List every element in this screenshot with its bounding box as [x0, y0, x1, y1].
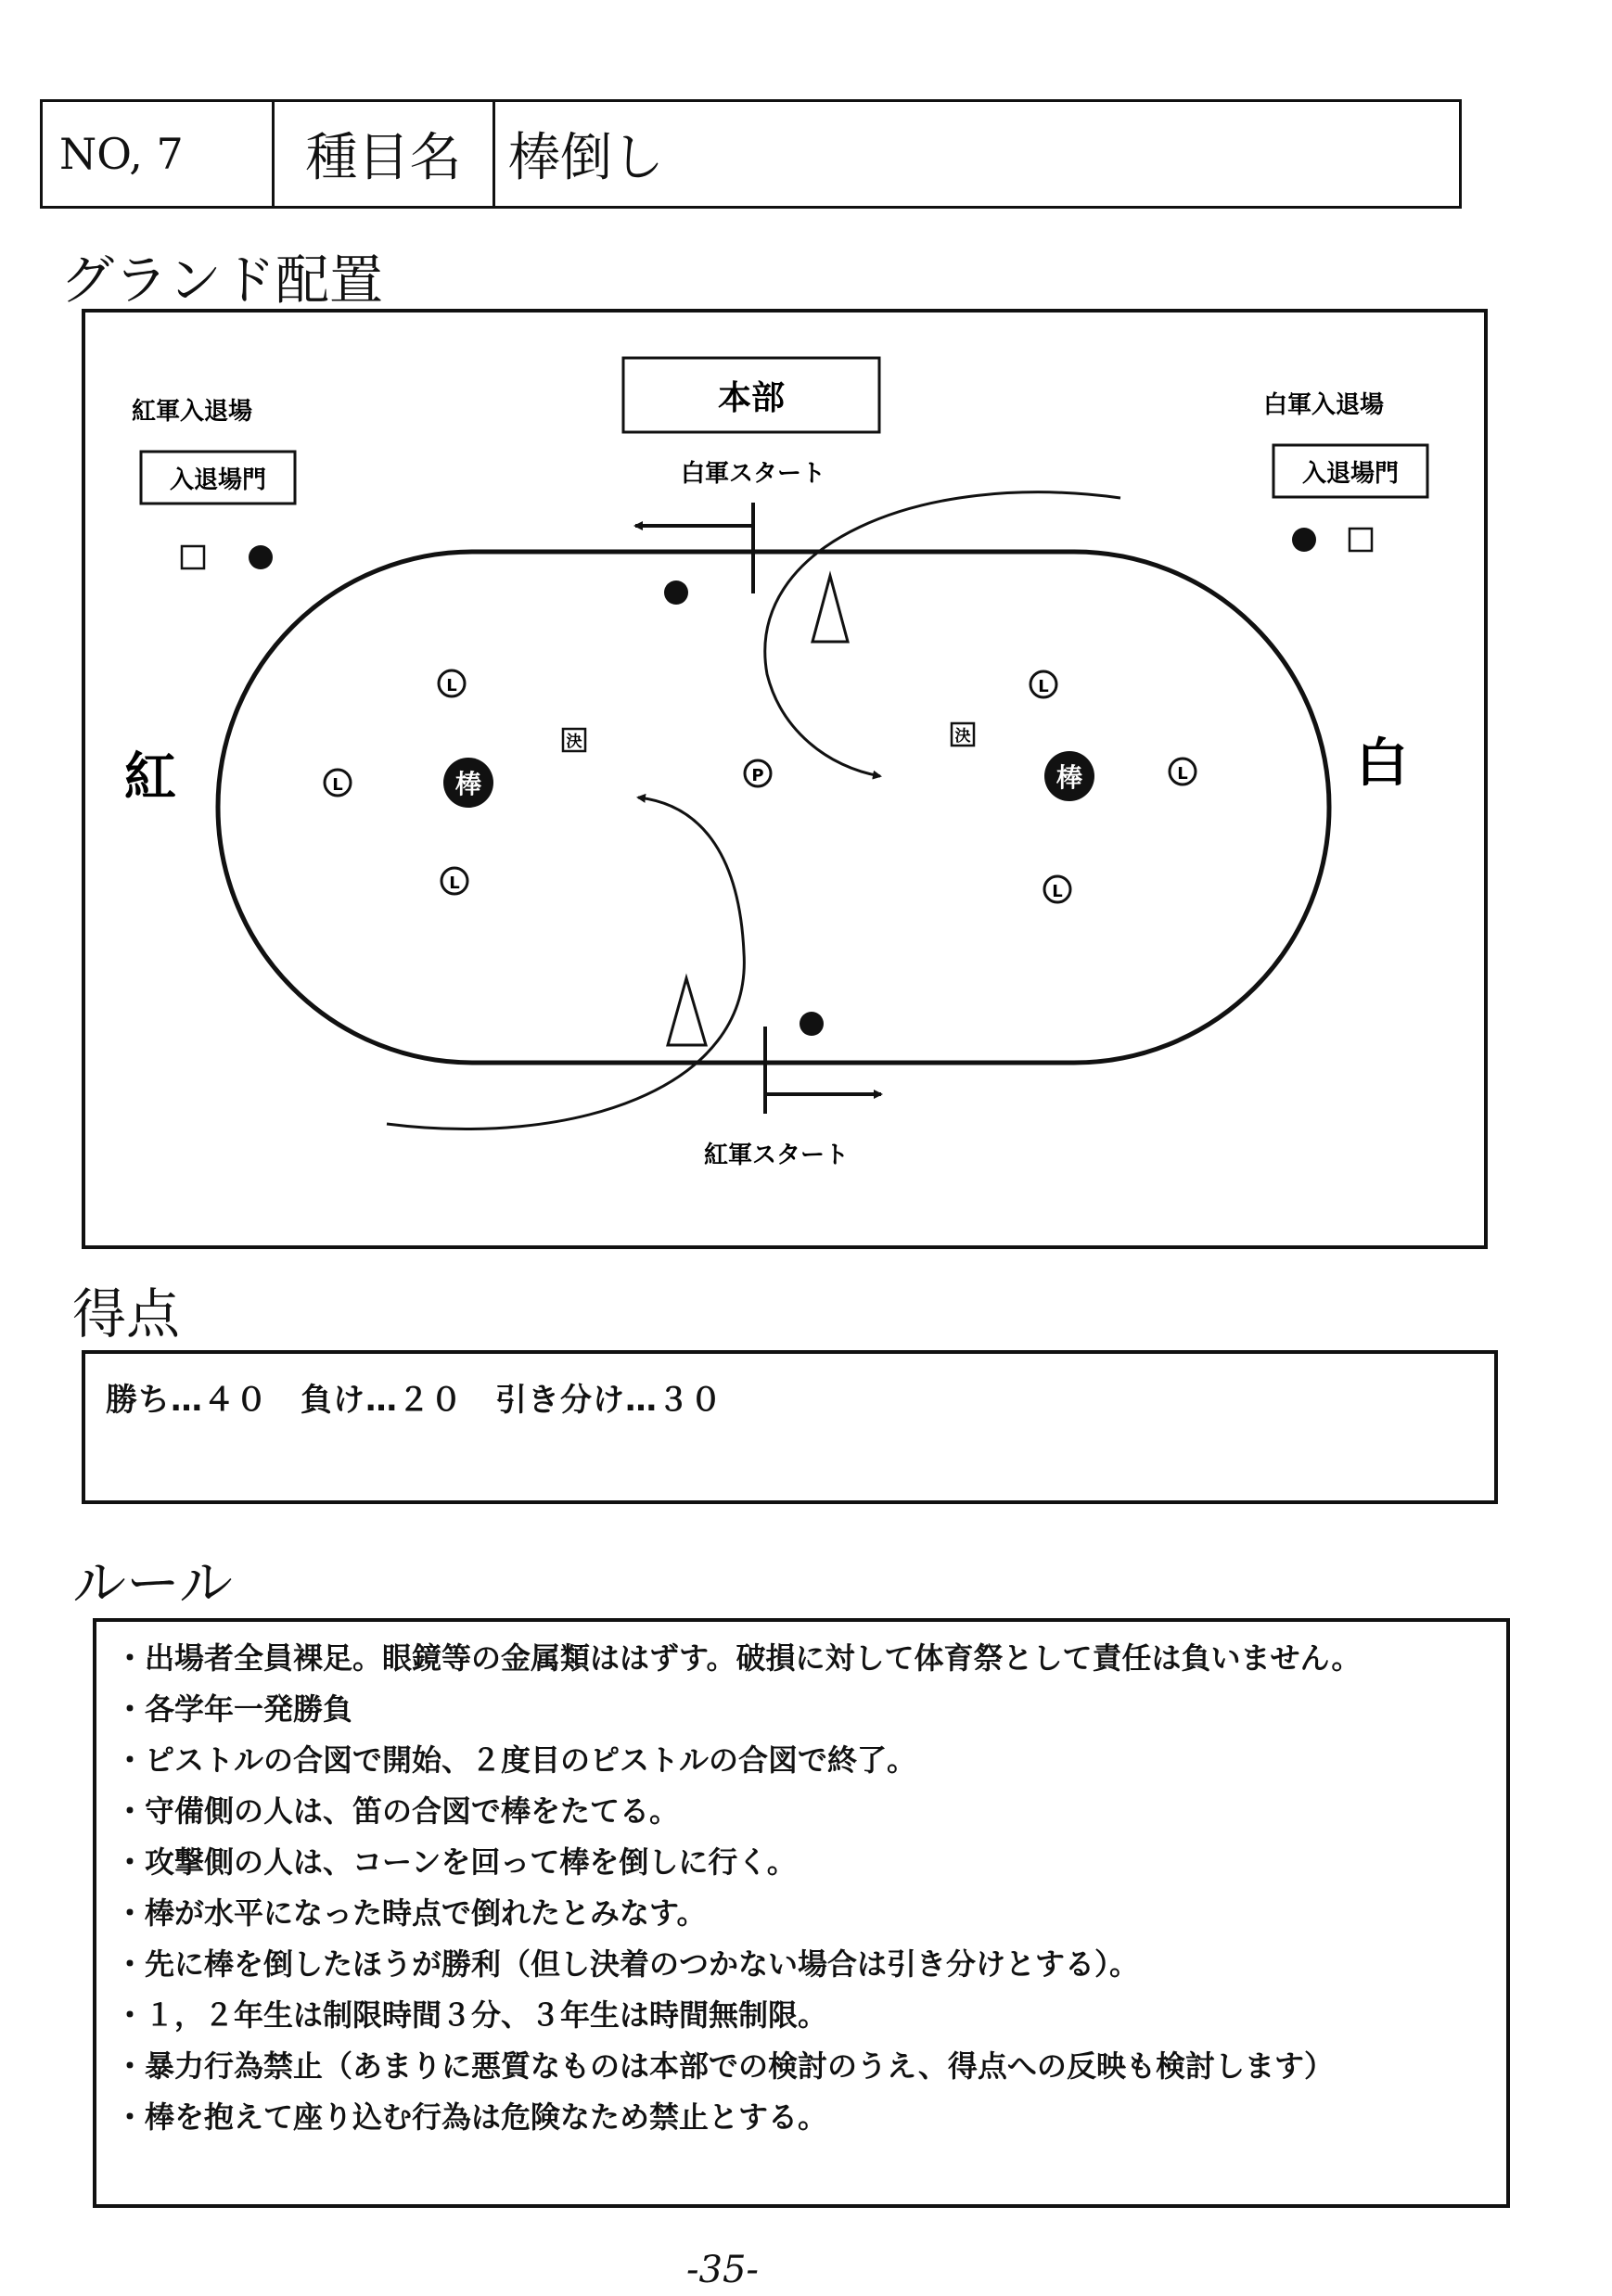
rule-item: ・ １，２年生は制限時間３分、３年生は時間無制限。	[115, 1990, 1506, 2041]
staff-mark-icon	[800, 1012, 824, 1036]
staff-mark-icon	[664, 580, 688, 605]
red-gate-staff-circle-icon	[249, 545, 273, 569]
event-name: 棒倒し	[508, 128, 664, 188]
svg-text:L: L	[332, 775, 343, 795]
red-side-label: 紅	[124, 747, 176, 808]
event-number: NO, 7	[43, 102, 275, 206]
white-attack-route	[765, 492, 1120, 776]
red-judge-icon	[563, 729, 585, 751]
white-pole-icon	[1044, 751, 1094, 801]
line-mark-icon	[1030, 671, 1056, 697]
rule-item: ・ ピストルの合図で開始、２度目のピストルの合図で終了。	[115, 1735, 1506, 1786]
line-mark-icon	[325, 770, 351, 796]
rules-section-title: ルール	[72, 1551, 233, 1614]
red-pole-icon	[443, 758, 493, 808]
cone-icon	[668, 978, 706, 1045]
red-gate-staff-square-icon	[182, 546, 204, 568]
svg-text:P: P	[751, 766, 764, 785]
track	[218, 552, 1329, 1063]
svg-text:決: 決	[566, 733, 582, 751]
white-entrance-title: 白軍入退場	[1263, 391, 1385, 419]
svg-text:L: L	[1038, 677, 1049, 696]
line-mark-icon	[441, 868, 467, 894]
svg-text:L: L	[1177, 764, 1188, 784]
white-judge-icon	[952, 723, 974, 746]
red-entrance-title: 紅軍入退場	[132, 398, 253, 426]
page-number: -35-	[686, 2249, 759, 2291]
svg-text:棒: 棒	[454, 769, 482, 799]
red-start-label: 紅軍スタート	[703, 1142, 850, 1169]
svg-text:決: 決	[954, 727, 971, 746]
red-attack-route	[387, 797, 744, 1129]
rules-list	[96, 1622, 1506, 2143]
line-mark-icon	[1044, 876, 1070, 902]
cone-icon	[812, 576, 848, 642]
score-section-title: 得点	[72, 1282, 181, 1346]
headquarters-label: 本部	[717, 379, 786, 417]
ground-diagram	[85, 313, 1484, 1245]
white-gate-staff-square-icon	[1350, 529, 1372, 551]
ground-section-title: グランド配置	[60, 249, 384, 312]
line-mark-icon	[1170, 759, 1196, 784]
line-mark-icon	[439, 670, 465, 696]
rule-item: ・ 出場者全員裸足。眼鏡等の金属類ははずす。破損に対して体育祭として責任は負いません。	[115, 1633, 1506, 1684]
svg-text:L: L	[446, 676, 457, 695]
rule-item: ・ 攻撃側の人は、コーンを回って棒を倒しに行く。	[115, 1837, 1506, 1888]
svg-text:棒: 棒	[1055, 762, 1083, 793]
white-gate-label: 入退場門	[1301, 460, 1400, 488]
white-side-label: 白	[1356, 733, 1408, 794]
rule-item: ・ 各学年一発勝負	[115, 1684, 1506, 1735]
pistol-mark-icon	[745, 760, 771, 786]
rule-item: ・ 棒を抱えて座り込む行為は危険なため禁止とする。	[115, 2092, 1506, 2143]
svg-text:L: L	[449, 874, 460, 893]
score-text: 勝ち…４０ 負け…２０ 引き分け…３０	[106, 1382, 723, 1419]
white-gate-staff-circle-icon	[1292, 528, 1316, 552]
score-box	[82, 1350, 1498, 1504]
rules-box	[93, 1618, 1510, 2208]
rule-item: ・ 棒が水平になった時点で倒れたとみなす。	[115, 1888, 1506, 1939]
event-label: 種目名	[275, 102, 495, 206]
rule-item: ・ 守備側の人は、笛の合図で棒をたてる。	[115, 1786, 1506, 1837]
svg-text:L: L	[1052, 882, 1063, 901]
ground-diagram-frame	[82, 309, 1488, 1249]
red-gate-label: 入退場門	[169, 466, 267, 494]
rule-item: ・ 先に棒を倒したほうが勝利（但し決着のつかない場合は引き分けとする）。	[115, 1939, 1506, 1990]
white-start-label: 白軍スタート	[680, 460, 826, 488]
rule-item: ・ 暴力行為禁止（あまりに悪質なものは本部での検討のうえ、得点への反映も検討します）	[115, 2041, 1506, 2092]
header-table	[40, 99, 1462, 209]
